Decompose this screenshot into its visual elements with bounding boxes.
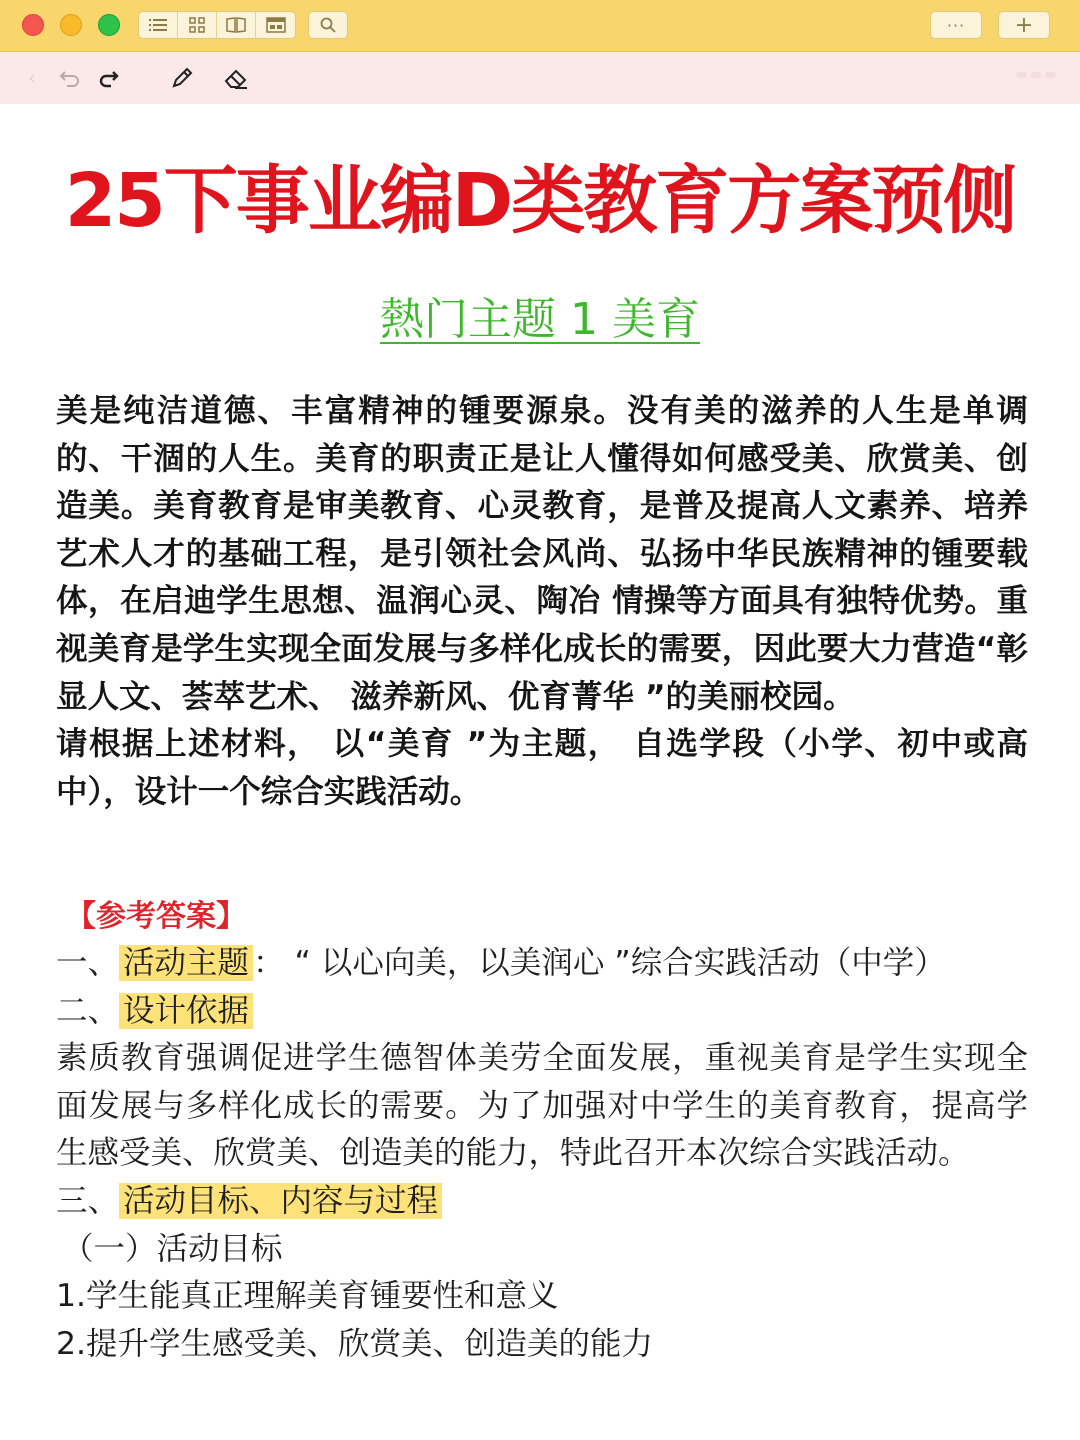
pen-icon (170, 66, 194, 90)
undo-button[interactable] (56, 64, 84, 92)
edit-toolbar (0, 52, 1080, 104)
minimize-window-button[interactable] (60, 14, 82, 36)
back-button[interactable]: ‹ (28, 67, 36, 89)
material-paragraph: 美是纯洁道德、丰富精神的锺要源泉。没有美的滋养的人生是单调的、干涸的人生。美育的职责正是让人懂得如何感受美、欣赏美、创造美。美育教育是审美教育、心灵教育，是普及提高人文素养、培养艺术人才的基础工程，是引领社会风尚、弘扬中华民族精神的锺要载体，在启迪学生思想、温润心灵、陶冶 情操等方面具有独特优势。重视美育是学生实现全面发展与多样化成长的需要，因此要大力营造“彰显人文、荟萃艺术、 滋养新风、优育菁华 ”的美丽校园。 (56, 393, 1028, 715)
eraser-tool-button[interactable] (222, 64, 250, 92)
gallery-view-button[interactable] (256, 12, 295, 38)
subsection-heading: （一）活动目标 (62, 1230, 283, 1267)
redo-button[interactable] (94, 64, 122, 92)
document-page (0, 104, 1080, 1440)
goal-item: 2.提升学生感受美、欣赏美、创造美的能力 (56, 1325, 654, 1362)
question-paragraph: 请根据上述材料， 以“美育 ”为主题， 自选学段（小学、初中或高中），设计一个综合实践活动。 (56, 726, 1028, 810)
window-titlebar (0, 0, 1080, 52)
view-mode-switcher (138, 11, 296, 39)
grid-icon (189, 17, 205, 33)
section-text: ： “ 以心向美，以美润心 ”综合实践活动（中学） (253, 945, 946, 981)
toolbar-status-indicator (1016, 72, 1056, 80)
undo-icon (59, 68, 81, 88)
section-number: 二、 (56, 992, 120, 1029)
close-window-button[interactable] (22, 14, 44, 36)
search-icon (320, 17, 336, 33)
list-view-button[interactable] (139, 12, 178, 38)
section-number: 三、 (56, 1182, 120, 1219)
section-heading: 设计依据 (119, 993, 253, 1029)
eraser-icon (223, 66, 249, 90)
answer-section-3 (56, 1178, 1028, 1226)
search-box[interactable] (308, 11, 348, 39)
redo-icon (97, 68, 119, 88)
document-title: 25下事业编D类教育方案预侧 (64, 158, 1016, 244)
section-heading: 活动目标、内容与过程 (119, 1183, 442, 1219)
answer-section-1 (56, 940, 1028, 988)
list-icon (149, 18, 167, 32)
more-options-button[interactable]: ··· (930, 11, 982, 39)
zoom-window-button[interactable] (98, 14, 120, 36)
design-basis-paragraph: 素质教育强调促进学生德智体美劳全面发展，重视美育是学生实现全面发展与多样化成长的需要。为了加强对中学生的美育教育，提高学生感受美、欣赏美、创造美的能力，特此召开本次综合实践活动。 (56, 1040, 1028, 1172)
section-number: 一、 (56, 945, 120, 981)
gallery-icon (266, 17, 286, 33)
grid-view-button[interactable] (178, 12, 217, 38)
material-text (56, 388, 1028, 816)
document-subtitle: 熱门主题 1 美育 (380, 294, 700, 345)
add-button[interactable]: + (998, 11, 1050, 39)
section-heading: 活动主题 (119, 945, 253, 981)
answer-label: 【参考答案】 (66, 899, 246, 934)
search-button[interactable] (309, 12, 347, 38)
goal-item: 1.学生能真正理解美育锺要性和意义 (56, 1278, 559, 1315)
answer-section (56, 940, 1028, 1368)
book-view-button[interactable] (217, 12, 256, 38)
answer-section-2 (56, 988, 1028, 1036)
pen-tool-button[interactable] (168, 64, 196, 92)
book-icon (226, 17, 246, 33)
